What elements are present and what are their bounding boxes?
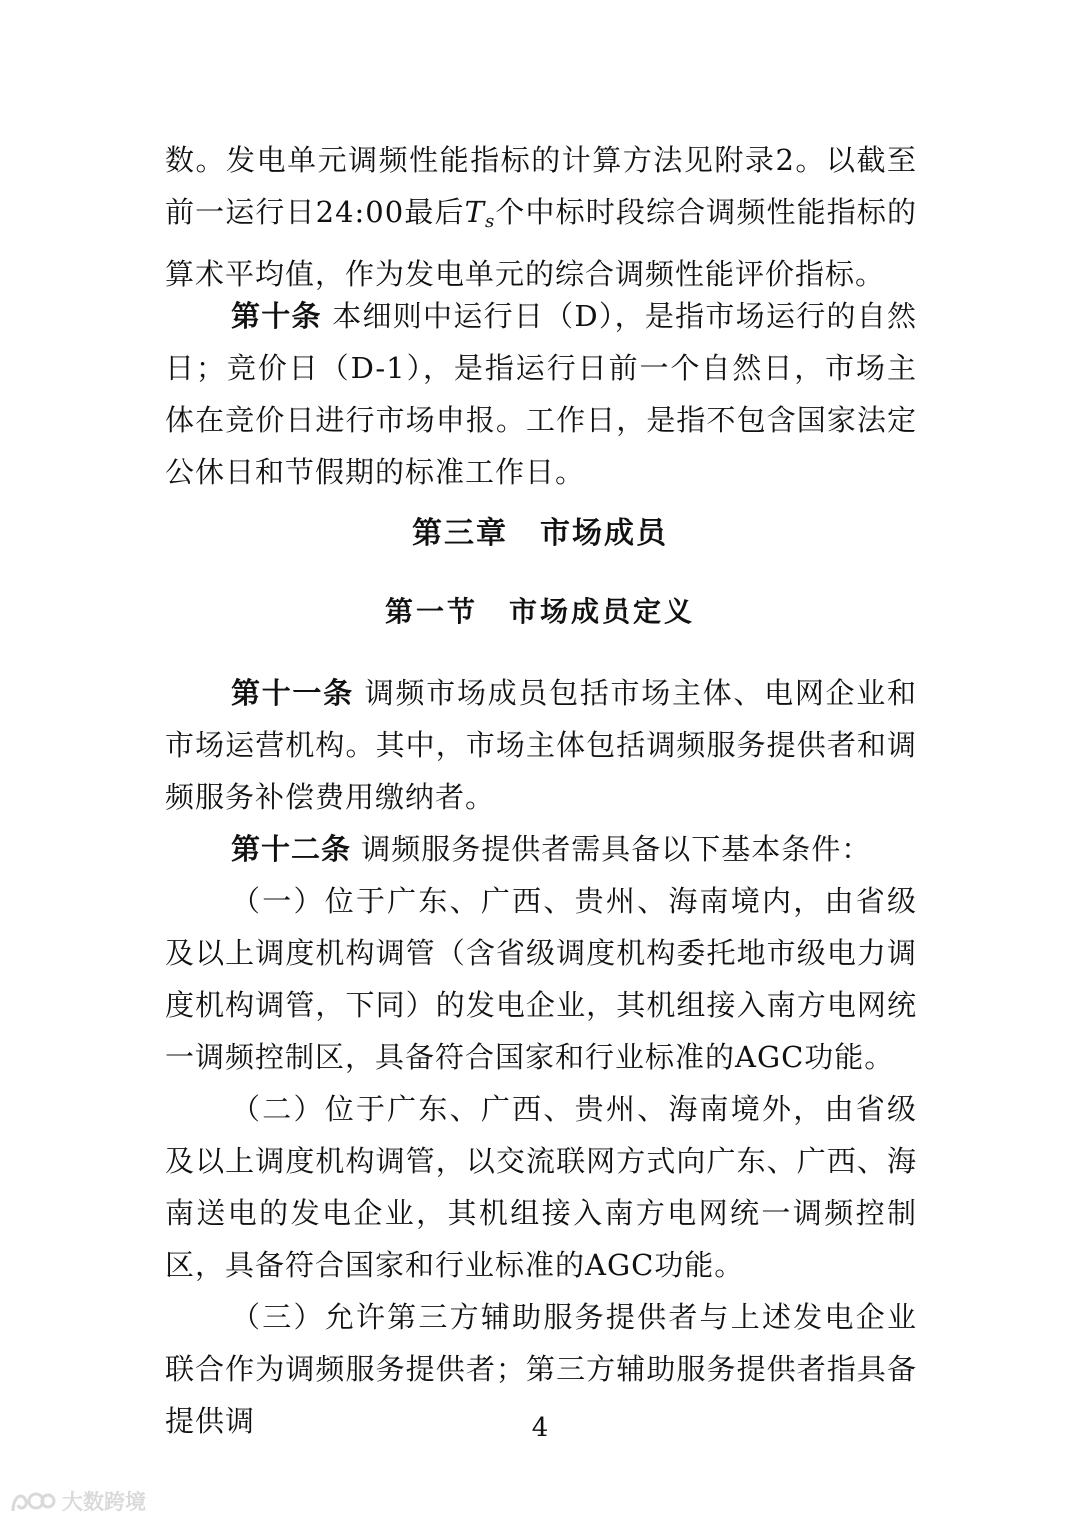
article-body: 本细则中运行日（D），是指市场运行的自然日；竞价日（D-1），是指运行日前一个自然日，市场主体在竞价日进行市场申报。工作日，是指不包含国家法定公休日和节假期的标准工作日。 [165, 299, 917, 489]
page-number: 4 [531, 1413, 549, 1443]
article-body: 调频市场成员包括市场主体、电网企业和市场运营机构。其中，市场主体包括调频服务提供者和调频服务补偿费用缴纳者。 [165, 676, 917, 814]
list-item-2: （二）位于广东、广西、贵州、海南境外，由省级及以上调度机构调管，以交流联网方式向广东、广西、海南送电的发电企业，其机组接入南方电网统一调频控制区，具备符合国家和行业标准的AGC功能。 [165, 1092, 917, 1282]
variable-t: T [464, 195, 485, 229]
watermark [10, 1486, 146, 1516]
article-label: 第十二条 [231, 832, 352, 866]
paragraph-text: 数。发电单元调频性能指标的计算方法见附录2。以截至前一运行日24:00最后 [165, 143, 917, 229]
paragraph-text: 个中标时段综合调频性能指标的算术平均值，作为发电单元的综合调频性能评价指标。 [165, 195, 917, 291]
article-label: 第十一条 [231, 676, 354, 710]
list-item-3: （三）允许第三方辅助服务提供者与上述发电企业联合作为调频服务提供者；第三方辅助服务提供者指具备提供调 [165, 1300, 917, 1438]
variable-subscript: s [484, 211, 496, 232]
article-label: 第十条 [231, 299, 322, 333]
watermark-text: 大数跨境 [62, 1490, 146, 1514]
article-body: 调频服务提供者需具备以下基本条件： [351, 832, 872, 866]
watermark-logo-icon [10, 1487, 56, 1515]
article-12 [165, 823, 917, 875]
chapter-heading: 第三章 市场成员 [412, 516, 668, 551]
article-11 [165, 667, 917, 823]
list-item-1: （一）位于广东、广西、贵州、海南境内，由省级及以上调度机构调管（含省级调度机构委托地市级电力调度机构调管，下同）的发电企业，其机组接入南方电网统一调频控制区，具备符合国家和行业标准的AGC功能。 [165, 884, 917, 1074]
article-10 [165, 290, 917, 498]
paragraph-continuation [165, 134, 917, 300]
section-heading: 第一节 市场成员定义 [384, 595, 695, 628]
